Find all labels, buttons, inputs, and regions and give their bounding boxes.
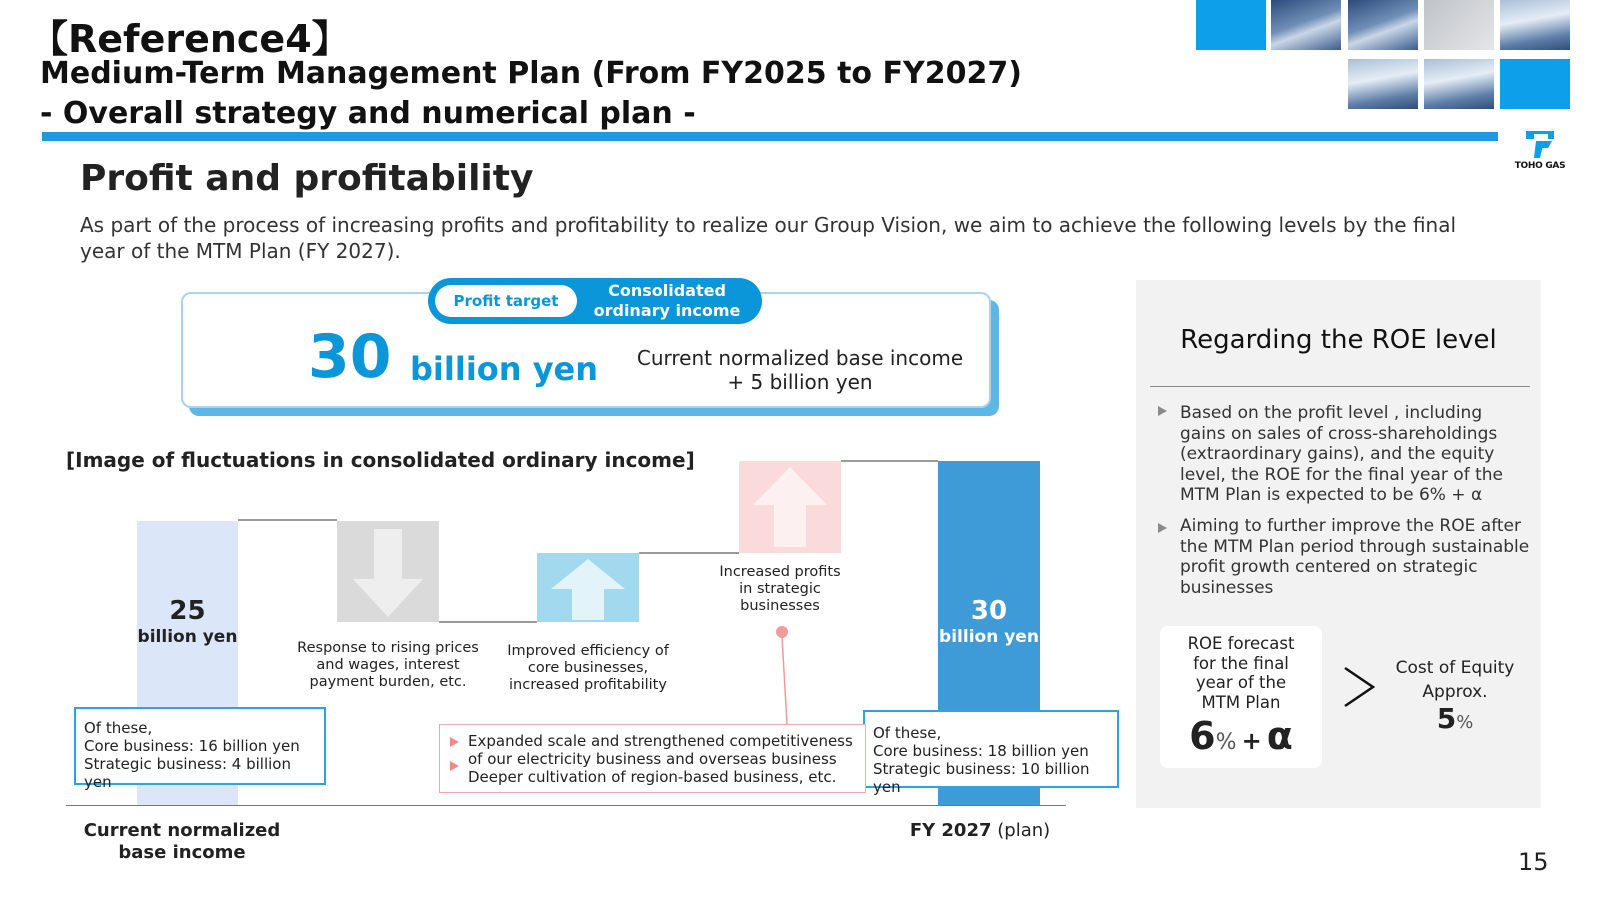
end-bar-value [926,596,1052,648]
bar-step-increase-strategic [739,461,841,553]
breakdown-line: Strategic business: 10 billion yen [873,760,1090,796]
company-logo [1510,128,1570,171]
end-breakdown-box [863,710,1119,796]
waterfall-connector [439,621,537,623]
end-value: 30 [970,596,1008,626]
decor-tile [1424,0,1494,50]
roe-label-line: ROE forecast [1187,634,1295,653]
axis-label-line: base income [118,842,246,863]
arrow-up-icon [739,461,841,553]
profit-target-metric [580,281,754,321]
roe-bullet: Based on the profit level , including gains on sales of cross-shareholdings (extraordinary gains), and the equity level, the ROE for the final year of the MTM Plan is expected to be 6% + α [1180,403,1503,505]
strategic-detail-box [439,724,866,793]
detail-line: of our electricity business and overseas business [468,750,837,768]
waterfall-connector [639,552,739,554]
roe-value-number: 6 [1189,714,1216,758]
start-axis-label [62,820,302,864]
breakdown-line: Of these, [873,724,942,742]
roe-forecast-label [1160,634,1322,712]
profit-target-value: 30 [308,322,392,392]
chart-title: [Image of fluctuations in consolidated ordinary income] [66,448,695,472]
roe-forecast-value [1160,714,1322,758]
axis-label-rest: (plan) [997,820,1051,841]
roe-bullet: Aiming to further improve the ROE after the MTM Plan period through sustainable profit growth centered on strategic businesses [1180,516,1530,598]
toho-gas-logo-icon [1522,128,1558,160]
waterfall-connector [238,519,337,521]
greater-than-icon [1340,664,1378,710]
greater-than-symbol [1340,664,1378,714]
roe-value-alpha: α [1266,714,1293,758]
end-unit: billion yen [939,627,1039,647]
cost-of-equity-label [1375,656,1535,704]
logo-wordmark: TOHO GAS [1514,161,1566,171]
bar-step-increase-core [537,553,639,622]
metric-line1: Consolidated [608,281,726,300]
roe-label-line: MTM Plan [1201,692,1281,712]
end-axis-label [880,820,1080,842]
step-label-decrease [280,640,496,691]
bullet-arrow-icon [450,737,459,747]
step-label-line: businesses [740,598,820,614]
profit-target-tag: Profit target [435,285,577,317]
coe-label-line: Cost of Equity [1395,658,1515,678]
note-line2: + 5 billion yen [727,370,873,394]
bullet-arrow-icon [1158,523,1167,533]
bullet-arrow-icon [450,761,459,771]
step-label-line: Response to rising prices [297,640,479,656]
breakdown-line: Of these, [84,719,153,737]
roe-value-plus: + [1241,727,1262,755]
step-label-line: Improved efficiency of [507,643,669,659]
roe-divider [1150,386,1530,387]
roe-label-line: for the final [1193,653,1289,673]
slide-title-line2: - Overall strategy and numerical plan - [40,96,696,131]
roe-title: Regarding the ROE level [1180,325,1497,355]
reference-label: 【Reference4】 [30,17,350,61]
step-label-core [482,643,694,694]
detail-line: Deeper cultivation of region-based business, etc. [468,768,837,786]
waterfall-connector [841,460,938,462]
axis-label-bold: FY 2027 [909,820,992,841]
profit-target-pill [428,278,762,324]
roe-value-pct: % [1215,730,1237,755]
profit-target-unit: billion yen [410,350,599,388]
coe-value-number: 5 [1436,702,1457,735]
breakdown-line: Core business: 18 billion yen [873,742,1089,760]
decor-tile [1500,59,1570,109]
decor-tile [1196,0,1266,50]
coe-label-line: Approx. [1422,682,1488,702]
note-line1: Current normalized base income [636,346,964,370]
step-label-line: and wages, interest [316,657,460,673]
bullet-arrow-icon [1158,406,1167,416]
roe-forecast-card [1160,626,1322,768]
axis-label-line: Current normalized [83,820,281,841]
step-label-line: Increased profits [719,564,841,580]
detail-line: Expanded scale and strengthened competitiveness [468,732,853,750]
section-title: Profit and profitability [80,158,534,199]
step-label-line: in strategic [739,581,821,597]
start-bar-value [137,596,238,648]
chart-baseline [66,805,1066,806]
roe-label-line: year of the [1195,673,1287,692]
breakdown-line: Strategic business: 4 billion yen [84,755,291,791]
callout-connector [770,625,794,725]
start-breakdown-box [74,707,326,791]
metric-line2: ordinary income [593,301,741,320]
start-unit: billion yen [137,627,238,647]
bar-step-decrease [337,521,439,622]
decor-tile [1271,0,1341,50]
slide-title-line1: Medium-Term Management Plan (From FY2025 to FY2027) [40,56,1022,91]
arrow-up-icon [537,553,639,622]
breakdown-line: Core business: 16 billion yen [84,737,300,755]
decor-tile [1348,59,1418,109]
decor-tile [1500,0,1570,50]
step-label-strategic [690,564,870,615]
arrow-down-icon [337,521,439,622]
step-label-line: core businesses, [527,660,649,676]
coe-value-pct: % [1456,712,1474,733]
start-value: 25 [169,596,206,626]
page-number: 15 [1518,848,1549,876]
intro-text: As part of the process of increasing profits and profitability to realize our Group Vision, we aim to achieve the following levels by the final year of the MTM Plan (FY 2027). [80,213,1457,263]
decor-tile [1424,59,1494,109]
profit-target-note [620,346,980,394]
decor-tile [1348,0,1418,50]
title-underline [42,132,1498,141]
step-label-line: increased profitability [509,677,667,693]
step-label-line: payment burden, etc. [309,674,467,690]
cost-of-equity-value [1375,702,1535,735]
